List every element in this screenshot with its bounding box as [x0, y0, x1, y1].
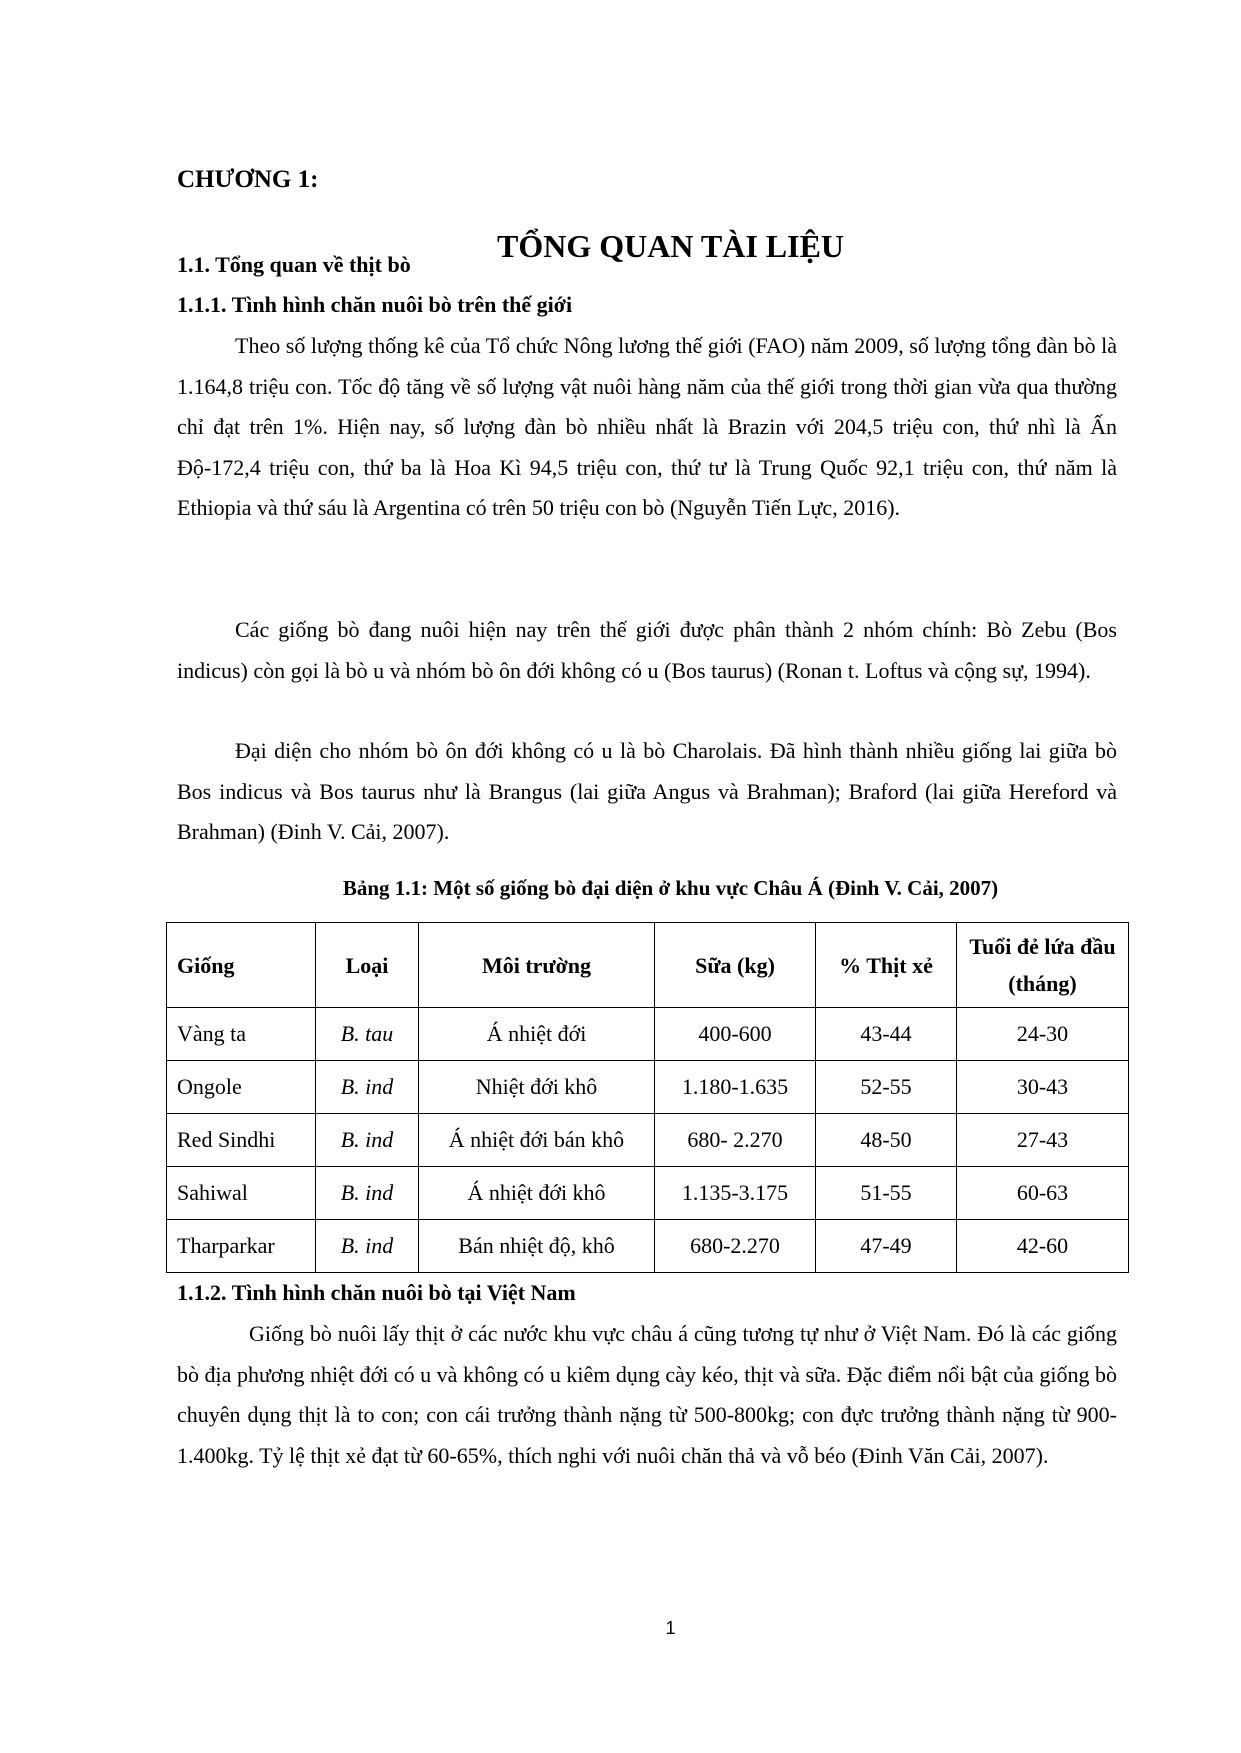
table-cell: B. ind: [316, 1061, 419, 1114]
table-cell: 1.135-3.175: [655, 1167, 816, 1220]
table-cell: Sahiwal: [167, 1167, 316, 1220]
table-caption: Bảng 1.1: Một số giống bò đại diện ở khu vực Châu Á (Đinh V. Cải, 2007): [342, 876, 999, 900]
paragraph-text: Các giống bò đang nuôi hiện nay trên thế giới được phân thành 2 nhóm chính: Bò Zebu (Bos indicus) còn gọi là bò u và nhóm bò ôn đới không có u (Bos taurus) (Ronan t. Loftus và cộng sự, 1994).: [177, 617, 1117, 683]
column-header: Tuổi đẻ lứa đầu (tháng): [957, 923, 1129, 1008]
table-cell: 52-55: [816, 1061, 957, 1114]
column-header: Giống: [167, 923, 316, 1008]
table-cell: Vàng ta: [167, 1008, 316, 1061]
table-cell: Tharparkar: [167, 1220, 316, 1273]
paragraph-text: Giống bò nuôi lấy thịt ở các nước khu vực châu á cũng tương tự như ở Việt Nam. Đó là các giống bò địa phương nhiệt đới có u và không có u kiêm dụng cày kéo, thịt và sữa. Đặc điểm nổi bật của giống bò chuyên dụng thịt là to con; con cái trưởng thành nặng từ 500-800kg; con đực trưởng thành nặng từ 900-1.400kg. Tỷ lệ thịt xẻ đạt từ 60-65%, thích nghi với nuôi chăn thả và vỗ béo (Đinh Văn Cải, 2007).: [177, 1321, 1117, 1468]
table-cell: Ongole: [167, 1061, 316, 1114]
table-cell: 27-43: [957, 1114, 1129, 1167]
table-cell: 47-49: [816, 1220, 957, 1273]
table-cell: 30-43: [957, 1061, 1129, 1114]
section-heading-1-1-2: 1.1.2. Tình hình chăn nuôi bò tại Việt Nam: [177, 1280, 576, 1305]
paragraph-text: Đại diện cho nhóm bò ôn đới không có u là bò Charolais. Đã hình thành nhiều giống lai giữa bò Bos indicus và Bos taurus như là Brangus (lai giữa Angus và Brahman); Braford (lai giữa Hereford và Brahman) (Đinh V. Cải, 2007).: [177, 738, 1117, 844]
table-cell: 24-30: [957, 1008, 1129, 1061]
paragraph-text: Theo số lượng thống kê của Tổ chức Nông lương thế giới (FAO) năm 2009, số lượng tổng đàn bò là 1.164,8 triệu con. Tốc độ tăng về số lượng vật nuôi hàng năm của thế giới trong thời gian vừa qua thường chỉ đạt trên 1%. Hiện nay, số lượng đàn bò nhiều nhất là Brazin với 204,5 triệu con, thứ nhì là Ấn Độ-172,4 triệu con, thứ ba là Hoa Kì 94,5 triệu con, thứ tư là Trung Quốc 92,1 triệu con, thứ năm là Ethiopia và thứ sáu là Argentina có trên 50 triệu con bò (Nguyễn Tiến Lực, 2016).: [177, 333, 1117, 520]
table-cell: 51-55: [816, 1167, 957, 1220]
table-cell: Á nhiệt đới: [419, 1008, 655, 1061]
table-cell: 60-63: [957, 1167, 1129, 1220]
page-number: 1: [665, 1618, 676, 1638]
chapter-label: CHƯƠNG 1:: [177, 166, 319, 193]
table-cell: B. ind: [316, 1220, 419, 1273]
table-row: [167, 1220, 1129, 1273]
page-title: TỔNG QUAN TÀI LIỆU: [496, 228, 845, 264]
table-cell: Nhiệt đới khô: [419, 1061, 655, 1114]
paragraph-world-cattle: [177, 326, 1117, 529]
breeds-table: [166, 922, 1129, 1273]
table-cell: 680-2.270: [655, 1220, 816, 1273]
table-cell: Red Sindhi: [167, 1114, 316, 1167]
paragraph-crossbreeds: [177, 731, 1117, 853]
paragraph-vietnam-cattle: [177, 1314, 1117, 1476]
column-header: Loại: [316, 923, 419, 1008]
column-header: Môi trường: [419, 923, 655, 1008]
table-cell: 1.180-1.635: [655, 1061, 816, 1114]
table-cell: 42-60: [957, 1220, 1129, 1273]
table-cell: Á nhiệt đới bán khô: [419, 1114, 655, 1167]
table-cell: B. ind: [316, 1167, 419, 1220]
section-heading-1-1: 1.1. Tổng quan về thịt bò: [177, 252, 411, 277]
table-cell: 680- 2.270: [655, 1114, 816, 1167]
column-header: % Thịt xẻ: [816, 923, 957, 1008]
table-cell: 400-600: [655, 1008, 816, 1061]
table-row: [167, 1167, 1129, 1220]
table-cell: Bán nhiệt độ, khô: [419, 1220, 655, 1273]
table-row: [167, 1008, 1129, 1061]
table-cell: B. ind: [316, 1114, 419, 1167]
paragraph-cattle-groups: [177, 610, 1117, 691]
table-row: [167, 1061, 1129, 1114]
column-header: Sữa (kg): [655, 923, 816, 1008]
table-header-row: [167, 923, 1129, 1008]
table-cell: 48-50: [816, 1114, 957, 1167]
table-cell: Á nhiệt đới khô: [419, 1167, 655, 1220]
table-cell: 43-44: [816, 1008, 957, 1061]
table-cell: B. tau: [316, 1008, 419, 1061]
section-heading-1-1-1: 1.1.1. Tình hình chăn nuôi bò trên thế giới: [177, 292, 573, 317]
table-row: [167, 1114, 1129, 1167]
